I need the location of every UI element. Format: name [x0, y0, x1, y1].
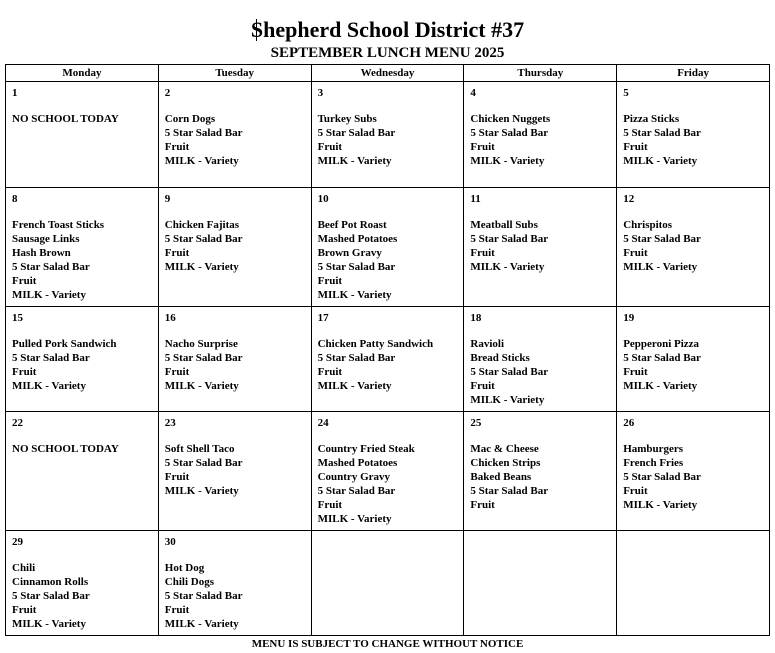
- menu-item: Fruit: [12, 604, 37, 616]
- day-cell-content: [6, 531, 158, 631]
- day-cell: [158, 188, 311, 307]
- day-number: 10: [317, 193, 329, 205]
- menu-item: Baked Beans: [470, 471, 532, 483]
- menu-item: Hot Dog: [164, 562, 205, 574]
- day-cell-content: [312, 188, 464, 302]
- day-spacer: [470, 430, 610, 442]
- menu-item: 5 Star Salad Bar: [470, 233, 549, 245]
- week-row: [6, 307, 770, 412]
- day-spacer: [623, 100, 763, 112]
- day-spacer: [12, 100, 152, 112]
- day-spacer: [470, 325, 610, 337]
- menu-item: 5 Star Salad Bar: [164, 127, 243, 139]
- day-cell-content: [312, 82, 464, 168]
- day-spacer: [165, 325, 305, 337]
- menu-item: Hash Brown: [12, 247, 71, 259]
- menu-item: NO SCHOOL TODAY: [12, 443, 119, 455]
- day-spacer: [470, 206, 610, 218]
- day-cell: [311, 82, 464, 188]
- day-cell: [617, 307, 770, 412]
- menu-item: MILK - Variety: [470, 394, 545, 406]
- day-spacer: [165, 430, 305, 442]
- day-number: 15: [12, 312, 23, 324]
- menu-item: 5 Star Salad Bar: [12, 261, 90, 273]
- day-cell-content: [6, 82, 158, 126]
- menu-item: Pulled Pork Sandwich: [12, 338, 117, 350]
- menu-item: Chili Dogs: [164, 576, 215, 588]
- day-spacer: [318, 206, 458, 218]
- day-cell-content: [464, 82, 616, 168]
- day-cell: [6, 412, 159, 531]
- day-cell-content: [6, 412, 158, 456]
- day-cell-content: [464, 531, 616, 535]
- footer-notice: MENU IS SUBJECT TO CHANGE WITHOUT NOTICE: [251, 638, 524, 650]
- day-spacer: [318, 430, 458, 442]
- weekday-tuesday: Tuesday: [158, 65, 311, 82]
- day-number: 29: [12, 536, 23, 548]
- day-cell: [6, 307, 159, 412]
- week-row: [6, 188, 770, 307]
- menu-item: Turkey Subs: [317, 113, 377, 125]
- menu-item: Fruit: [12, 366, 37, 378]
- menu-item: Fruit: [470, 247, 495, 259]
- day-cell: [464, 307, 617, 412]
- weekday-monday: Monday: [6, 65, 159, 82]
- menu-item: Beef Pot Roast: [317, 219, 387, 231]
- menu-item: MILK - Variety: [317, 155, 392, 167]
- day-cell-content: [464, 412, 616, 512]
- menu-item: 5 Star Salad Bar: [164, 233, 243, 245]
- menu-item: 5 Star Salad Bar: [12, 590, 90, 602]
- menu-subtitle: SEPTEMBER LUNCH MENU 2025: [270, 45, 505, 61]
- day-number: 18: [470, 312, 482, 324]
- menu-item: 5 Star Salad Bar: [317, 352, 396, 364]
- menu-item: Soft Shell Taco: [164, 443, 235, 455]
- menu-item: 5 Star Salad Bar: [623, 471, 701, 483]
- day-number: 8: [12, 193, 18, 205]
- menu-item: Fruit: [164, 604, 190, 616]
- menu-item: French Fries: [623, 457, 684, 469]
- day-number: 1: [12, 87, 18, 99]
- day-cell-content: [617, 307, 769, 393]
- weekday-thursday: Thursday: [464, 65, 617, 82]
- day-number: 4: [470, 87, 476, 99]
- day-cell: [158, 531, 311, 636]
- menu-item: Fruit: [623, 366, 648, 378]
- menu-item: Fruit: [623, 485, 648, 497]
- day-cell: [158, 307, 311, 412]
- day-cell-content: [617, 188, 769, 274]
- menu-item: MILK - Variety: [12, 289, 86, 301]
- day-cell: [6, 82, 159, 188]
- day-number: 26: [623, 417, 635, 429]
- day-spacer: [165, 100, 305, 112]
- menu-item: Fruit: [470, 141, 495, 153]
- menu-item: MILK - Variety: [12, 618, 86, 630]
- day-number: 23: [164, 417, 176, 429]
- menu-item: MILK - Variety: [470, 155, 545, 167]
- day-cell-content: [617, 531, 769, 535]
- day-cell: [617, 412, 770, 531]
- day-cell: [311, 188, 464, 307]
- day-cell-content: [159, 307, 311, 393]
- day-number: 22: [12, 417, 23, 429]
- day-spacer: [623, 206, 763, 218]
- menu-item: MILK - Variety: [317, 513, 392, 525]
- menu-item: MILK - Variety: [164, 155, 239, 167]
- menu-item: Fruit: [317, 499, 343, 511]
- menu-item: Nacho Surprise: [164, 338, 238, 350]
- menu-item: MILK - Variety: [317, 380, 392, 392]
- day-spacer: [165, 549, 305, 561]
- day-spacer: [318, 325, 458, 337]
- menu-item: 5 Star Salad Bar: [623, 233, 701, 245]
- day-spacer: [12, 206, 152, 218]
- menu-item: Chicken Nuggets: [470, 113, 551, 125]
- menu-item: Mashed Potatoes: [317, 233, 398, 245]
- day-spacer: [623, 430, 763, 442]
- menu-item: French Toast Sticks: [12, 219, 105, 231]
- menu-item: 5 Star Salad Bar: [164, 352, 243, 364]
- day-cell: [617, 188, 770, 307]
- day-cell: [311, 412, 464, 531]
- menu-item: Fruit: [164, 471, 190, 483]
- day-number: 12: [623, 193, 635, 205]
- menu-item: 5 Star Salad Bar: [12, 352, 90, 364]
- menu-item: Pepperoni Pizza: [623, 338, 700, 350]
- day-number: 25: [470, 417, 482, 429]
- day-cell-content: [312, 412, 464, 526]
- day-cell-content: [312, 531, 464, 535]
- menu-item: Corn Dogs: [164, 113, 216, 125]
- weekday-friday: Friday: [617, 65, 770, 82]
- menu-item: 5 Star Salad Bar: [317, 127, 396, 139]
- weekday-header-row: [6, 65, 770, 82]
- menu-item: Pizza Sticks: [623, 113, 680, 125]
- menu-item: NO SCHOOL TODAY: [12, 113, 119, 125]
- day-cell: [464, 82, 617, 188]
- day-cell: [464, 531, 617, 636]
- menu-item: 5 Star Salad Bar: [164, 457, 243, 469]
- menu-item: Fruit: [623, 247, 648, 259]
- menu-item: MILK - Variety: [164, 618, 239, 630]
- menu-item: Country Gravy: [317, 471, 391, 483]
- menu-item: Brown Gravy: [317, 247, 382, 259]
- day-spacer: [165, 206, 305, 218]
- day-number: 2: [164, 87, 171, 99]
- menu-item: MILK - Variety: [12, 380, 86, 392]
- weekday-wednesday: Wednesday: [311, 65, 464, 82]
- day-cell: [311, 307, 464, 412]
- day-cell-content: [159, 412, 311, 498]
- day-cell: [6, 531, 159, 636]
- menu-item: Fruit: [623, 141, 648, 153]
- menu-item: Chrispitos: [623, 219, 673, 231]
- menu-item: 5 Star Salad Bar: [470, 485, 549, 497]
- day-cell-content: [464, 307, 616, 407]
- menu-item: 5 Star Salad Bar: [470, 366, 549, 378]
- day-spacer: [318, 100, 458, 112]
- menu-item: 5 Star Salad Bar: [317, 485, 396, 497]
- day-cell-content: [464, 188, 616, 274]
- menu-item: Fruit: [470, 380, 495, 392]
- menu-item: MILK - Variety: [623, 380, 698, 392]
- menu-item: MILK - Variety: [623, 155, 698, 167]
- day-cell-content: [6, 307, 158, 393]
- day-cell: [158, 82, 311, 188]
- document-title: Shepherd School District #37: [250, 17, 525, 42]
- menu-item: Fruit: [12, 275, 37, 287]
- menu-item: 5 Star Salad Bar: [623, 352, 701, 364]
- day-number: 24: [317, 417, 329, 429]
- day-spacer: [623, 325, 763, 337]
- menu-item: Fruit: [317, 141, 343, 153]
- day-number: 9: [164, 193, 171, 205]
- week-row: [6, 531, 770, 636]
- menu-item: Meatball Subs: [470, 219, 538, 231]
- menu-item: Fruit: [164, 247, 190, 259]
- menu-item: Chicken Patty Sandwich: [317, 338, 434, 350]
- menu-item: Sausage Links: [12, 233, 80, 245]
- menu-item: Fruit: [164, 366, 190, 378]
- day-cell: [617, 531, 770, 636]
- day-number: 3: [317, 87, 324, 99]
- day-cell: [464, 412, 617, 531]
- menu-item: MILK - Variety: [470, 261, 545, 273]
- week-row: [6, 82, 770, 188]
- day-cell-content: [312, 307, 464, 393]
- calendar-body: [6, 82, 770, 636]
- day-cell: [6, 188, 159, 307]
- day-number: 17: [317, 312, 329, 324]
- day-cell-content: [617, 82, 769, 168]
- menu-item: MILK - Variety: [164, 261, 239, 273]
- menu-item: Fruit: [317, 366, 343, 378]
- menu-item: Mac & Cheese: [470, 443, 539, 455]
- menu-item: MILK - Variety: [164, 380, 239, 392]
- menu-item: MILK - Variety: [317, 289, 392, 301]
- menu-item: 5 Star Salad Bar: [470, 127, 549, 139]
- menu-item: Fruit: [470, 499, 495, 511]
- day-number: 11: [470, 193, 481, 205]
- day-spacer: [12, 325, 152, 337]
- day-spacer: [12, 549, 152, 561]
- day-cell: [158, 412, 311, 531]
- day-number: 30: [164, 536, 176, 548]
- menu-item: Cinnamon Rolls: [12, 576, 89, 588]
- menu-item: MILK - Variety: [623, 261, 698, 273]
- week-row: [6, 412, 770, 531]
- day-spacer: [12, 430, 152, 442]
- day-number: 5: [623, 87, 629, 99]
- menu-item: Fruit: [317, 275, 343, 287]
- day-number: 16: [164, 312, 176, 324]
- day-cell-content: [159, 188, 311, 274]
- lunch-menu-calendar: [5, 64, 770, 636]
- menu-item: Ravioli: [470, 338, 505, 350]
- menu-item: Bread Sticks: [470, 352, 530, 364]
- menu-item: MILK - Variety: [623, 499, 698, 511]
- day-cell-content: [6, 188, 158, 302]
- menu-item: 5 Star Salad Bar: [317, 261, 396, 273]
- day-cell-content: [159, 82, 311, 168]
- menu-item: Fruit: [164, 141, 190, 153]
- day-cell: [617, 82, 770, 188]
- menu-item: Hamburgers: [623, 443, 684, 455]
- menu-item: Mashed Potatoes: [317, 457, 398, 469]
- menu-item: Chili: [12, 562, 36, 574]
- day-number: 19: [623, 312, 635, 324]
- menu-item: Chicken Strips: [470, 457, 541, 469]
- menu-item: Country Fried Steak: [317, 443, 415, 455]
- menu-item: MILK - Variety: [164, 485, 239, 497]
- day-spacer: [470, 100, 610, 112]
- day-cell: [311, 531, 464, 636]
- menu-item: 5 Star Salad Bar: [623, 127, 701, 139]
- day-cell: [464, 188, 617, 307]
- menu-item: 5 Star Salad Bar: [164, 590, 243, 602]
- day-cell-content: [617, 412, 769, 512]
- day-cell-content: [159, 531, 311, 631]
- menu-item: Chicken Fajitas: [164, 219, 240, 231]
